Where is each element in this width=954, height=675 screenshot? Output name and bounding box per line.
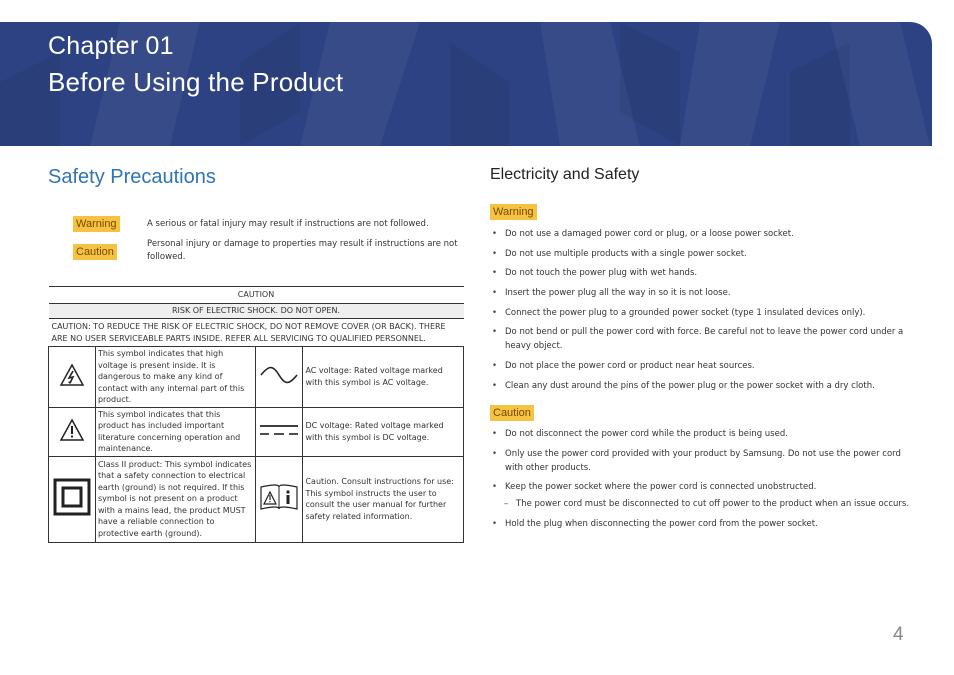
caution-tag: Caution <box>73 244 117 260</box>
caution-description: Personal injury or damage to properties may result if instructions are not followed. <box>147 239 458 262</box>
class-ii-product-icon <box>49 456 96 542</box>
chapter-banner <box>0 22 932 146</box>
table-subheader: RISK OF ELECTRIC SHOCK. DO NOT OPEN. <box>49 304 464 319</box>
list-item: • Insert the power plug all the way in so it is not loose. <box>490 286 910 300</box>
list-item: • Do not bend or pull the power cord with force. Be careful not to leave the power cord under a heavy object. <box>490 325 910 353</box>
table-notice: CAUTION: TO REDUCE THE RISK OF ELECTRIC SHOCK, DO NOT REMOVE COVER (OR BACK). THERE ARE NO USER SERVICEABLE PARTS INSIDE. REFER ALL SERVICING TO QUALIFIED PERSONNEL. <box>49 319 464 347</box>
electricity-safety-heading: Electricity and Safety <box>490 166 640 183</box>
high-voltage-warning-icon <box>49 347 96 408</box>
list-item: • Do not use a damaged power cord or plug, or a loose power socket. <box>490 227 910 241</box>
table-row <box>49 347 464 408</box>
list-item: • Keep the power socket where the power cord is connected unobstructed. <box>490 480 910 494</box>
ac-voltage-icon <box>256 347 303 408</box>
dc-voltage-text: DC voltage: Rated voltage marked with this symbol is DC voltage. <box>303 407 464 456</box>
consult-manual-icon <box>256 456 303 542</box>
warning-description: A serious or fatal injury may result if instructions are not followed. <box>147 219 429 229</box>
table-row <box>49 456 464 542</box>
warning-tag: Warning <box>73 216 120 232</box>
list-item: • Only use the power cord provided with your product by Samsung. Do not use the power cord with other products. <box>490 447 910 475</box>
chapter-title: Before Using the Product <box>48 67 344 97</box>
caution-list <box>490 427 910 536</box>
list-item: • Connect the power plug to a grounded power socket (type 1 insulated devices only). <box>490 306 910 320</box>
list-subitem: – The power cord must be disconnected to cut off power to the product when an issue occurs. <box>490 497 910 511</box>
literature-symbol-text: This symbol indicates that this product has included important literature concerning operation and maintenance. <box>95 407 256 456</box>
list-item: • Do not use multiple products with a single power socket. <box>490 247 910 261</box>
chapter-label: Chapter 01 <box>48 32 174 60</box>
list-item: • Hold the plug when disconnecting the power cord from the power socket. <box>490 517 910 531</box>
warning-tag: Warning <box>490 204 537 220</box>
table-row <box>49 407 464 456</box>
page-number: 4 <box>893 624 904 645</box>
table-header: CAUTION <box>49 287 464 304</box>
caution-tag: Caution <box>490 405 534 421</box>
list-item: • Do not disconnect the power cord while the product is being used. <box>490 427 910 441</box>
class-ii-text: Class II product: This symbol indicates that a safety connection to electrical earth (ground) is not required. If this symbol is not present on a product with a mains lead, the product MUST have a reliable connection to protective earth (ground). <box>95 456 256 542</box>
symbol-table <box>48 286 464 543</box>
safety-precautions-heading: Safety Precautions <box>48 166 216 188</box>
exclamation-warning-icon <box>49 407 96 456</box>
high-voltage-text: This symbol indicates that high voltage is present inside. It is dangerous to make any kind of contact with any internal part of this product. <box>95 347 256 408</box>
list-item: • Do not place the power cord or product near heat sources. <box>490 359 910 373</box>
list-item: • Do not touch the power plug with wet hands. <box>490 266 910 280</box>
list-item: • Clean any dust around the pins of the power plug or the power socket with a dry cloth. <box>490 379 910 393</box>
dc-voltage-icon <box>256 407 303 456</box>
warning-list <box>490 227 910 399</box>
ac-voltage-text: AC voltage: Rated voltage marked with this symbol is AC voltage. <box>303 347 464 408</box>
consult-manual-text: Caution. Consult instructions for use: This symbol instructs the user to consult the user manual for further safety related information. <box>303 456 464 542</box>
